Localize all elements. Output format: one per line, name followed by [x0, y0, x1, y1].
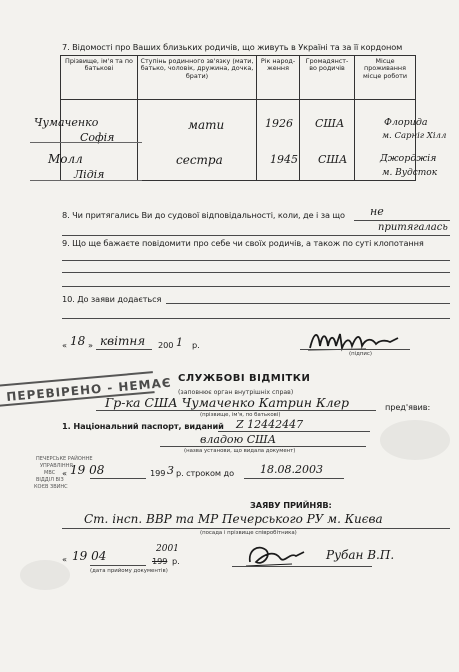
- accept-year-hand: 2001: [156, 544, 179, 554]
- header-name: Прізвище, ім'я та по батькові: [61, 56, 138, 100]
- issue-year-suffix: 3: [167, 464, 174, 477]
- relative1-year: 1926: [265, 117, 293, 130]
- section10-label: 10. До заяви додається: [62, 294, 162, 304]
- seal-line4: ВІДДІЛ ВІЗ: [36, 477, 64, 483]
- officer-name: Рубан В.П.: [326, 548, 395, 562]
- accepted-caption: (посада і прізвище співробітника): [200, 530, 297, 536]
- section10-line: [62, 318, 450, 319]
- accept-year-print: 199: [152, 556, 168, 566]
- passport-label: 1. Національний паспорт, виданий: [62, 421, 224, 431]
- relative1-relation: мати: [188, 118, 225, 132]
- issue-date: 19 08: [70, 463, 105, 477]
- accept-date: 19 04: [72, 549, 107, 563]
- accept-date-open-quote: «: [62, 554, 67, 564]
- officer-line: [232, 566, 372, 567]
- term-line: [244, 478, 344, 479]
- paper-smudge: [380, 420, 450, 460]
- signature-year-suffix: 1: [176, 336, 183, 349]
- section8-answer-line: [354, 220, 450, 221]
- accepted-by: Ст. інсп. ВВР та МР Печерського РУ м. Києва: [84, 512, 383, 526]
- signature-line: [300, 349, 410, 350]
- relative2-place1: Джорджія: [380, 153, 437, 164]
- section8-answer-2: притягалась: [378, 222, 448, 233]
- signature-caption: (підпис): [349, 351, 372, 357]
- section7-title: 7. Відомості про Ваших близьких родичів, що живуть в Україні та за її кордоном: [62, 42, 403, 52]
- seal-line1: ПЕЧЕРСЬКЕ РАЙОННЕ: [36, 456, 93, 462]
- section9-line: [62, 286, 450, 287]
- issue-date-open-quote: «: [62, 468, 67, 478]
- header-relation: Ступінь родинного зв'язку (мати, батько, чоловік, дружина, дочка, брати): [138, 56, 257, 100]
- signature-year-prefix: 200: [158, 340, 174, 350]
- section9-line: [62, 272, 450, 273]
- section9-line: [62, 260, 450, 261]
- seal-line3: МВС: [44, 470, 56, 476]
- relatives-table: [60, 55, 416, 181]
- accepted-label: ЗАЯВУ ПРИЙНЯВ:: [250, 500, 332, 510]
- signature-day: 18: [70, 334, 86, 348]
- official-title: СЛУЖБОВІ ВІДМІТКИ: [178, 373, 311, 384]
- section8-label: 8. Чи притягались Ви до судової відповідальності, коли, де і за що: [62, 210, 345, 220]
- verified-stamp: ПЕРЕВІРЕНО - НЕМАЄ: [0, 371, 155, 407]
- passport-line: [218, 431, 370, 432]
- issued-caption: (назва установи, що видала документ): [184, 448, 296, 454]
- relative1-citizenship: США: [315, 117, 345, 130]
- section8-answer-1: не: [370, 205, 384, 218]
- relative2-citizenship: США: [318, 153, 348, 166]
- accept-caption: (дата прийому документів): [90, 568, 168, 574]
- applicant-caption: (прізвище, ім'я, по батькові): [200, 412, 281, 418]
- official-subtitle: (заповнює орган внутрішніх справ): [178, 389, 294, 396]
- accept-date-line: [90, 565, 146, 566]
- paper-smudge: [20, 560, 70, 590]
- header-citizenship: Громадянст- во родичів: [300, 56, 355, 100]
- relative1-place2: м. Сарніг Хілл: [382, 131, 447, 141]
- applicant-line: [96, 410, 376, 411]
- date-close-quote: »: [88, 340, 93, 350]
- section9-label: 9. Що ще бажаєте повідомити про себе чи своїх родичів, а також по суті клопотання: [62, 238, 424, 248]
- term-label: р. строком до: [176, 468, 234, 478]
- relative1-firstname: Софія: [80, 131, 115, 144]
- relative2-relation: сестра: [176, 153, 223, 167]
- seal-line5: КОЄВ ЗВИНС: [34, 484, 68, 490]
- signature-month: квітня: [100, 334, 146, 348]
- handwriting-underline: [30, 180, 142, 181]
- month-line: [96, 349, 152, 350]
- relative2-firstname: Лідія: [74, 168, 105, 181]
- passport-number: Z 12442447: [236, 418, 304, 431]
- seal-line2: УПРАВЛІННЯ: [40, 463, 73, 469]
- section10-line: [166, 303, 450, 304]
- issued-by: владою США: [200, 433, 277, 446]
- relative1-surname: Чумаченко: [34, 116, 99, 129]
- section8-line: [62, 235, 450, 236]
- issue-date-line: [90, 478, 146, 479]
- accept-suffix: р.: [172, 556, 180, 566]
- relative2-surname: Молл: [48, 152, 83, 166]
- relative1-place1: Флорида: [384, 117, 428, 128]
- relative2-year: 1945: [270, 153, 298, 166]
- signature-year-suffix-label: р.: [192, 340, 200, 350]
- issued-line: [160, 446, 366, 447]
- term-until: 18.08.2003: [260, 463, 323, 476]
- applicant-name: Гр-ка США Чумаченко Катрин Клер: [105, 395, 350, 410]
- presented-label: пред'явив:: [385, 402, 431, 412]
- relative2-place2: м. Вудсток: [382, 168, 438, 178]
- handwriting-underline: [30, 142, 142, 143]
- header-year: Рік народ- ження: [257, 56, 300, 100]
- date-open-quote: «: [62, 340, 67, 350]
- issue-year-prefix: 199: [150, 468, 166, 478]
- header-place: Місце проживання місце роботи: [355, 56, 416, 100]
- accepted-line: [62, 528, 450, 529]
